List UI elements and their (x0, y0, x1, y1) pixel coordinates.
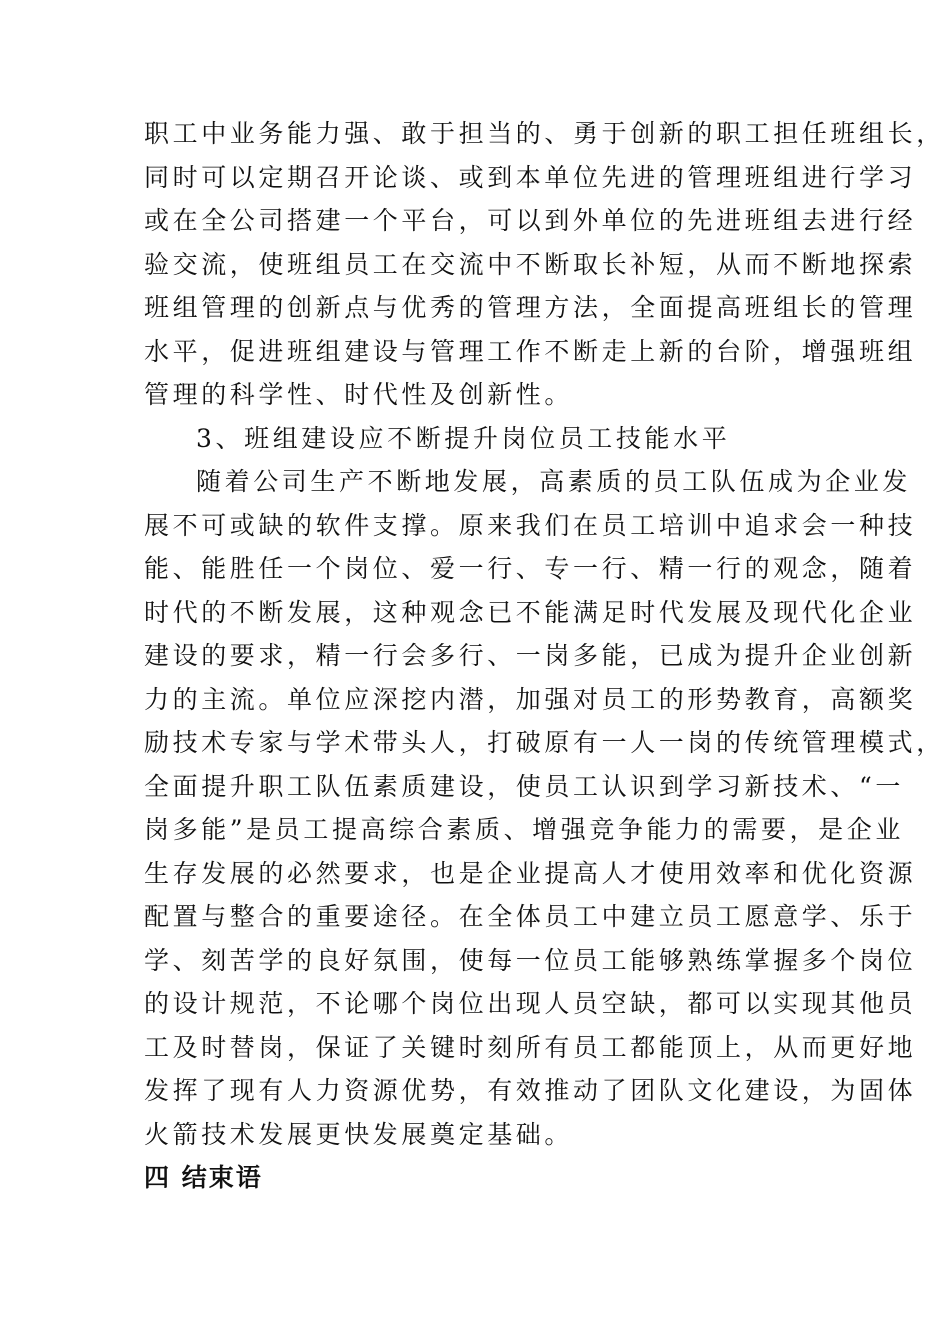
paragraph-line: 能、能胜任一个岗位、爱一行、专一行、精一行的观念，随着 (144, 554, 917, 583)
paragraph-line: 火箭技术发展更快发展奠定基础。 (144, 1119, 574, 1149)
paragraph-line: 职工中业务能力强、敢于担当的、勇于创新的职工担任班组长， (144, 119, 945, 148)
body-text (144, 112, 945, 1200)
paragraph-line: 工及时替岗，保证了关键时刻所有员工都能顶上，从而更好地 (144, 1032, 917, 1062)
subsection-title: 3、班组建设应不断提升岗位员工技能水平 (196, 423, 731, 453)
paragraph-line: 生存发展的必然要求，也是企业提高人才使用效率和优化资源 (144, 858, 917, 888)
paragraph-line: 管理的科学性、时代性及创新性。 (144, 380, 574, 409)
paragraph-line: 随着公司生产不断地发展，高素质的员工队伍成为企业发 (196, 467, 912, 496)
paragraph-line: 或在全公司搭建一个平台，可以到外单位的先进班组去进行经 (144, 206, 917, 235)
paragraph-line: 发挥了现有人力资源优势，有效推动了团队文化建设，为固体 (144, 1076, 917, 1105)
paragraph-line: 全面提升职工队伍素质建设，使员工认识到学习新技术、“一 (144, 771, 904, 801)
paragraph-line: 配置与整合的重要途径。在全体员工中建立员工愿意学、乐于 (144, 902, 917, 931)
paragraph-line: 学、刻苦学的良好氛围，使每一位员工能够熟练掌握多个岗位 (144, 945, 917, 975)
paragraph-line: 的设计规范，不论哪个岗位出现人员空缺，都可以实现其他员 (144, 989, 917, 1018)
paragraph-line: 水平，促进班组建设与管理工作不断走上新的台阶，增强班组 (144, 336, 917, 366)
paragraph-line: 同时可以定期召开论谈、或到本单位先进的管理班组进行学习 (144, 162, 917, 192)
paragraph-line: 班组管理的创新点与优秀的管理方法，全面提高班组长的管理 (144, 293, 917, 322)
paragraph-line: 励技术专家与学术带头人，打破原有一人一岗的传统管理模式， (144, 728, 945, 757)
paragraph-line: 时代的不断发展，这种观念已不能满足时代发展及现代化企业 (144, 597, 917, 627)
paragraph-line: 岗多能”是员工提高综合素质、增强竞争能力的需要，是企业 (144, 815, 904, 844)
paragraph-line: 展不可或缺的软件支撑。原来我们在员工培训中追求会一种技 (144, 510, 917, 540)
paragraph-line: 验交流，使班组员工在交流中不断取长补短，从而不断地探索 (144, 249, 917, 279)
paragraph-line: 建设的要求，精一行会多行、一岗多能，已成为提升企业创新 (144, 641, 917, 670)
section-heading: 四 结束语 (144, 1163, 263, 1192)
paragraph-line: 力的主流。单位应深挖内潜，加强对员工的形势教育，高额奖 (144, 684, 917, 714)
